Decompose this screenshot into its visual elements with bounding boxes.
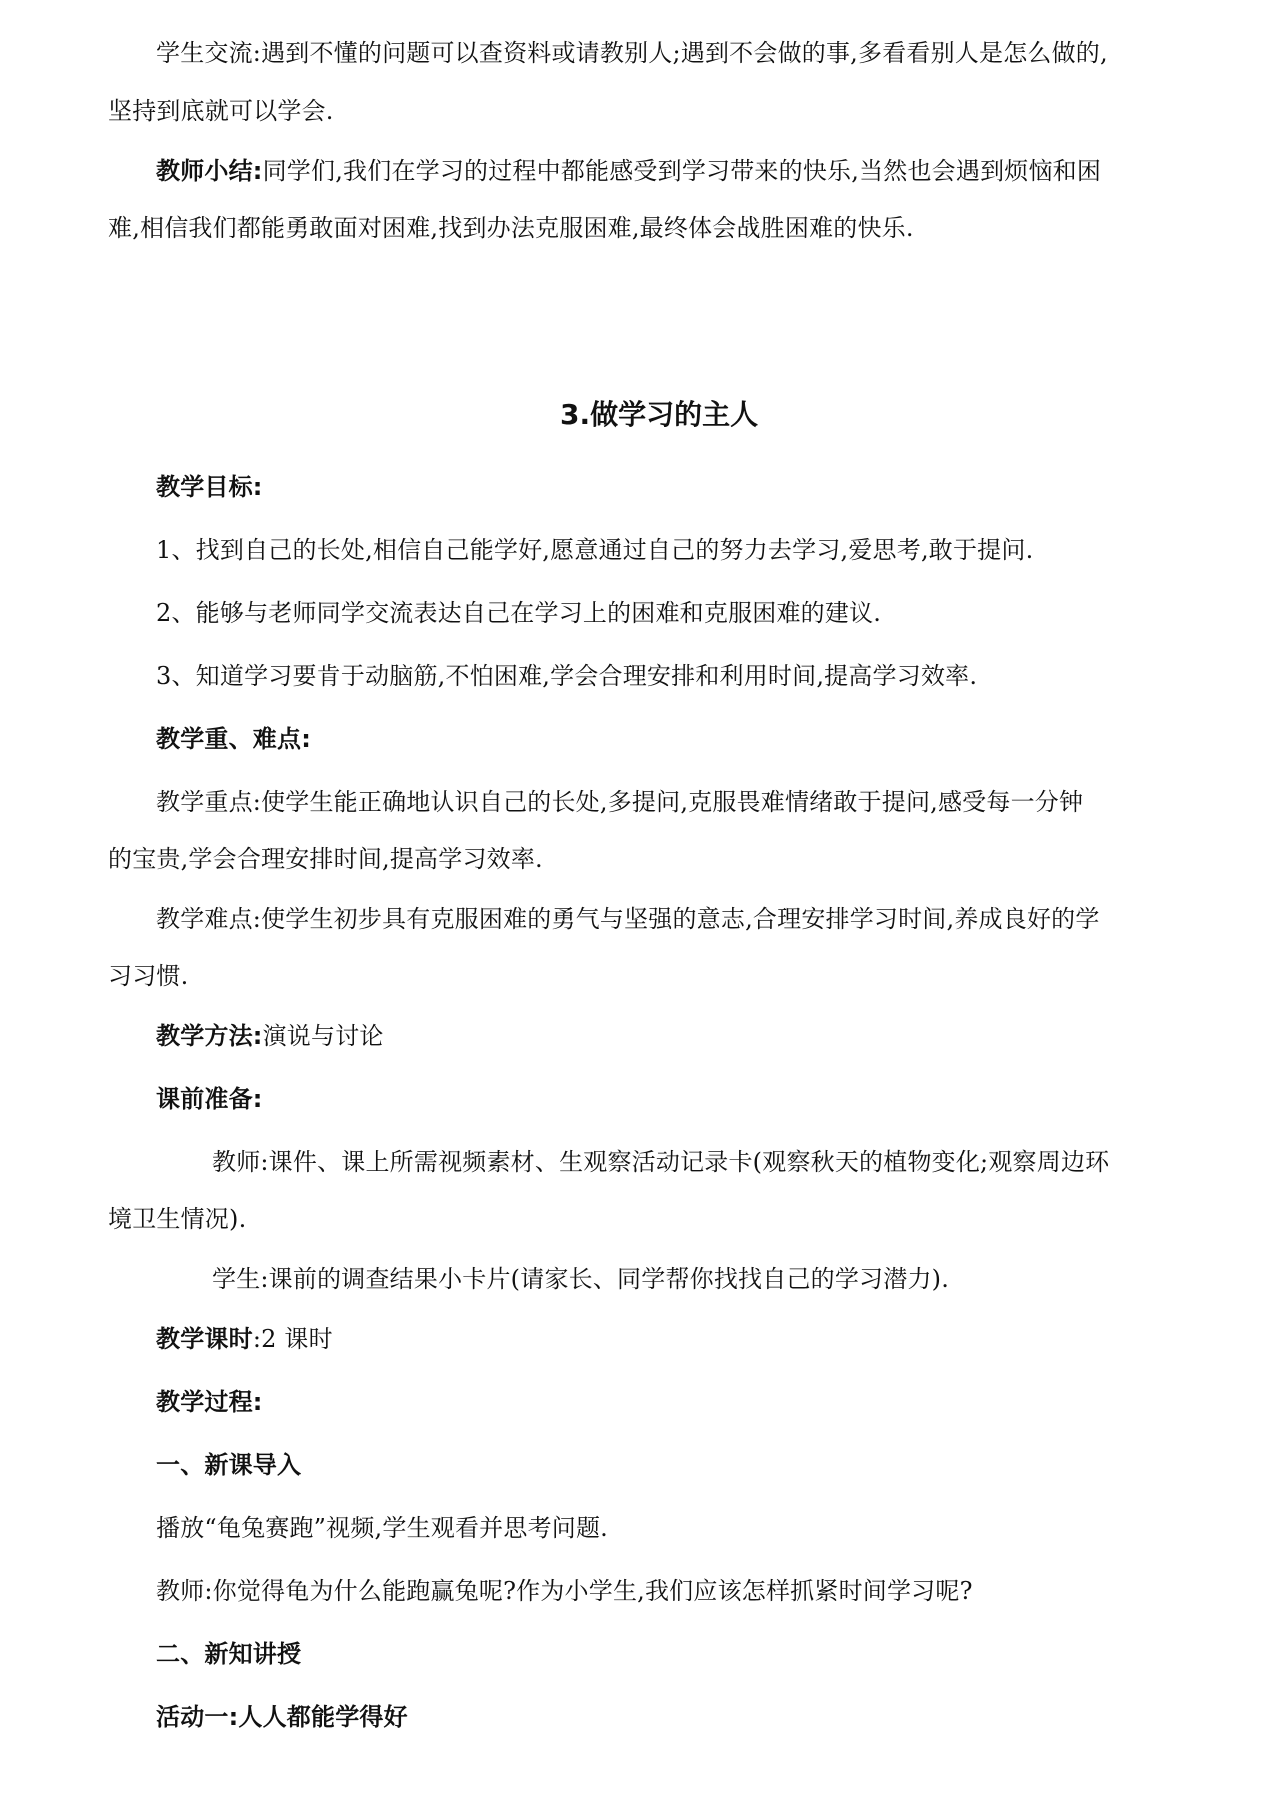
process-heading: 教学过程: bbox=[156, 1388, 263, 1416]
teacher-summary-line-2: 难,相信我们都能勇敢面对困难,找到办法克服困难,最终体会战胜困难的快乐. bbox=[108, 214, 914, 242]
objective-item-3: 3、知道学习要肯于动脑筋,不怕困难,学会合理安排和利用时间,提高学习效率. bbox=[156, 662, 978, 690]
hours-line bbox=[156, 1322, 333, 1356]
prep-teacher-line-2: 境卫生情况). bbox=[108, 1205, 247, 1233]
hours-label: 教学课时 bbox=[156, 1325, 253, 1353]
keypoint-line-1: 教学重点:使学生能正确地认识自己的长处,多提问,克服畏难情绪敢于提问,感受每一分钟 bbox=[156, 788, 1084, 816]
prep-teacher-line-1: 教师:课件、课上所需视频素材、生观察活动记录卡(观察秋天的植物变化;观察周边环 bbox=[212, 1148, 1110, 1176]
method-line bbox=[156, 1019, 384, 1053]
section1-heading: 一、新课导入 bbox=[156, 1451, 302, 1479]
lesson-title: 3.做学习的主人 bbox=[560, 398, 759, 431]
keypoints-heading: 教学重、难点: bbox=[156, 725, 311, 753]
objectives-heading: 教学目标: bbox=[156, 473, 263, 501]
method-value: 演说与讨论 bbox=[262, 1022, 384, 1050]
student-exchange-line-2: 坚持到底就可以学会. bbox=[108, 97, 334, 125]
activity1-heading: 活动一:人人都能学得好 bbox=[156, 1703, 408, 1731]
objective-item-1: 1、找到自己的长处,相信自己能学好,愿意通过自己的努力去学习,爱思考,敢于提问. bbox=[156, 536, 1034, 564]
prep-heading: 课前准备: bbox=[156, 1085, 263, 1113]
section2-heading: 二、新知讲授 bbox=[156, 1640, 302, 1668]
method-label: 教学方法: bbox=[156, 1022, 263, 1050]
difficulty-line-1: 教学难点:使学生初步具有克服困难的勇气与坚强的意志,合理安排学习时间,养成良好的学 bbox=[156, 905, 1100, 933]
objective-item-2: 2、能够与老师同学交流表达自己在学习上的困难和克服困难的建议. bbox=[156, 599, 882, 627]
teacher-summary-label: 教师小结: bbox=[156, 157, 263, 185]
hours-value: :2 课时 bbox=[252, 1325, 333, 1353]
student-exchange-line-1: 学生交流:遇到不懂的问题可以查资料或请教别人;遇到不会做的事,多看看别人是怎么做的, bbox=[156, 39, 1108, 67]
prep-student-line: 学生:课前的调查结果小卡片(请家长、同学帮你找找自己的学习潜力). bbox=[212, 1265, 950, 1293]
section1-text-2: 教师:你觉得龟为什么能跑赢兔呢?作为小学生,我们应该怎样抓紧时间学习呢? bbox=[156, 1577, 973, 1605]
keypoint-line-2: 的宝贵,学会合理安排时间,提高学习效率. bbox=[108, 845, 543, 873]
teacher-summary-text-1: 同学们,我们在学习的过程中都能感受到学习带来的快乐,当然也会遇到烦恼和困 bbox=[262, 157, 1102, 185]
teacher-summary-line-1 bbox=[156, 154, 1101, 188]
difficulty-line-2: 习习惯. bbox=[108, 962, 189, 990]
section1-text-1: 播放“龟兔赛跑”视频,学生观看并思考问题. bbox=[156, 1514, 608, 1542]
